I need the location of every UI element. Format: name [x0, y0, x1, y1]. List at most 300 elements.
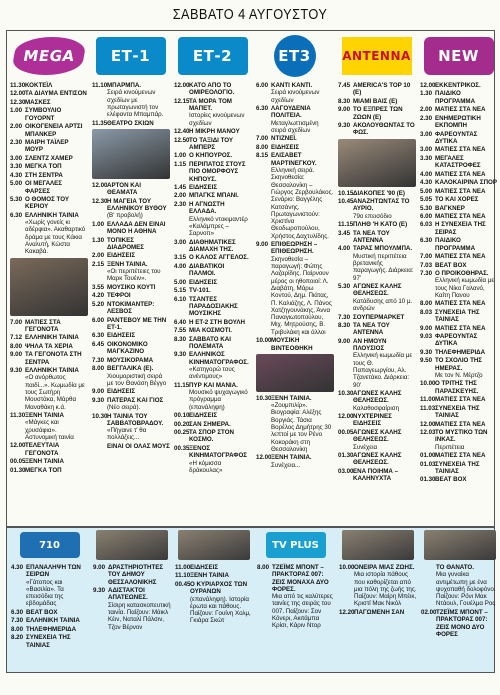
bottom-channel-logo	[255, 528, 336, 562]
program-title: ΜΑΤΙΕΣ ΣΤΑ ΝΕΑ	[435, 146, 486, 154]
program-listing	[420, 270, 498, 299]
program-listing	[10, 99, 88, 106]
channel-logo-badge: ANTENNA	[342, 37, 412, 75]
program-description: «Η κόμισσα δράκουλας»	[189, 459, 223, 474]
program-listing	[10, 467, 88, 474]
program-title: ΜΑΤΙΕΣ ΣΤΑ ΝΕΑ	[435, 170, 486, 178]
program-info	[271, 152, 334, 240]
program-time: 5.30	[10, 196, 23, 204]
program-title: ΔΙΑΒΑΤΙΚΟΙ ΠΑΛΜΟΙ.	[189, 262, 225, 278]
program-listing	[93, 564, 171, 586]
program-title: ΕΛΙΣΑΒΕΤ ΜΑΡΤΙΝΕΓΚΟΥ.	[271, 152, 317, 167]
channel-column	[172, 32, 253, 475]
program-time: 12.00	[256, 454, 272, 462]
program-description: Συνέχεια...	[271, 461, 301, 469]
program-time: 1.30	[420, 90, 433, 98]
program-title: ΟΝΕΙΡΑ ΜΙΑΣ ΖΩΗΣ.	[354, 564, 415, 571]
program-time: 10.00	[339, 564, 355, 571]
program-title: ΜΕΓΚΑ ΤΟΠ	[25, 466, 62, 474]
program-info	[435, 429, 498, 451]
program-time: 8.30	[338, 322, 351, 329]
channel-logo	[90, 32, 171, 80]
program-listing	[92, 82, 170, 118]
program-listing	[92, 357, 170, 364]
program-listing	[174, 82, 252, 97]
program-info	[26, 564, 89, 608]
program-time: 02.00	[421, 608, 437, 616]
program-listing	[420, 213, 498, 220]
program-time: 11.00	[420, 396, 436, 404]
program-title: ΝΥΧΤΕΡΙΝΕΣ ΕΙΔΗΣΕΙΣ	[353, 413, 392, 428]
program-description: (Νέο σειρά).	[107, 404, 141, 412]
program-time: 00.45	[175, 580, 191, 588]
program-title: ΦΑΡΕΟΥΝΤΑΣ ΔΥΤΙΚΑ	[435, 130, 478, 145]
program-listing	[338, 468, 416, 483]
program-title: ΞΕΝΗ ΤΑΙΝΙΑ.	[107, 260, 148, 268]
program-title: ΣΤΗ ΣΕΝΤΡΑ	[25, 171, 63, 179]
program-time: 8.15	[256, 152, 269, 160]
program-title: ΑΝ ΗΜΟΥΝ ΠΛΟΥΣΙΟΣ	[353, 337, 387, 353]
channel-logo-badge: ΕΤ3	[274, 35, 316, 77]
program-time: 3.45	[338, 229, 351, 237]
program-description: «Ο ανόρθωτος παιδί...». Κωμωδία με τους Σωτήρη Μουστάκα, Μάρθα Μαναθάκη κ.ά.	[25, 374, 85, 411]
program-time: 11.10	[92, 82, 108, 89]
program-title: ΜΠΑΡΜΠΑ.	[107, 82, 142, 89]
program-time: 5.00	[420, 187, 433, 195]
program-photo	[342, 530, 414, 560]
program-listing	[338, 314, 416, 321]
program-listing	[174, 128, 252, 135]
program-info	[271, 105, 334, 134]
program-photo	[178, 530, 250, 560]
program-title: ΠΕΡΙΠΑΤΟΣ ΣΤΟΥΣ ΠΙΟ ΟΜΟΡΦΟΥΣ ΚΗΠΟΥΣ.	[189, 160, 246, 183]
program-listing	[420, 131, 498, 146]
program-listing	[420, 188, 498, 195]
program-time: 4.30	[10, 171, 23, 179]
program-listing	[174, 254, 252, 261]
program-description: (Β' προβολή)	[107, 212, 143, 220]
program-title: ΦΑΡΕΟΥΝΤΑΣ ΔΥΤΙΚΑ	[435, 333, 478, 348]
program-title: ΣΟΥΠΕΡΜΑΡΚΕΤ	[353, 313, 405, 321]
program-listing	[10, 82, 88, 89]
page-date-heading: ΣΑΒΒΑΤΟ 4 ΑΥΓΟΥΣΤΟΥ	[172, 6, 328, 23]
program-description: «Μάγκες και χρυσάφια». Αστυνομική ταινία	[25, 419, 74, 441]
program-title: ΜΙΑ ΚΟΣΜΟΤΙ.	[189, 327, 232, 335]
program-time: 3.30	[10, 163, 23, 171]
program-title: ΤΑ ΜΟΡΑ ΤΟΜ ΜΑΠΕΤ.	[189, 97, 232, 113]
program-time: 9.30	[420, 348, 433, 356]
program-time: 10.15	[338, 189, 354, 197]
program-time: 12.03	[420, 429, 436, 437]
program-time: 3.00	[420, 130, 433, 138]
program-title: ΕΛΛΗΝΙΚΗ ΤΑΙΝΙΑ	[25, 211, 79, 219]
program-description: Ελληνική κωμωδία με τους Θ. Παπαγεωργίου, Αλ. Τζανετάκο. Διάρκεια: 90'	[353, 352, 413, 389]
program-title: ΤΑ ΝΕΑ ΤΟΥ ΑΝΤΕΝΝΑ	[353, 229, 390, 244]
program-time: 6.40	[174, 318, 187, 326]
channel-logo	[8, 32, 89, 80]
program-listing	[339, 564, 417, 608]
program-time: 12.50	[174, 136, 190, 144]
program-list	[255, 562, 336, 630]
program-time: 6.30	[92, 332, 105, 340]
program-description: «Χωρίς γονείς κι αδέρφια». Ακαθαρτικό δράμα με τους Κάκια Αναλυτή, Κώστα Κακαβά.	[25, 219, 86, 256]
program-title: ΤV-101.	[189, 287, 211, 295]
program-title: ΣΑΝ ΣΗΜΕΡΑ.	[189, 420, 231, 428]
program-title: ΑΓΩΝΕΣ ΚΑΛΗΣ ΘΕΛΗΣΕΩΣ.	[353, 451, 402, 467]
program-title: ΕΙΔΗΣΕΙΣ	[190, 564, 219, 571]
program-time: 2.00	[10, 123, 23, 131]
bottom-channel-column	[255, 528, 336, 631]
program-listing	[420, 106, 498, 113]
program-time: 4.30	[11, 564, 24, 571]
program-time: 8.00	[420, 300, 433, 308]
program-time: 10.45	[338, 198, 354, 206]
program-listing	[420, 171, 498, 178]
program-listing	[174, 137, 252, 152]
program-listing	[338, 198, 416, 220]
program-title: ΣΥΝΕΧΕΙΑ ΤΗΣ ΤΑΙΝΙΑΣ	[435, 460, 480, 475]
program-listing	[92, 365, 170, 387]
program-list	[90, 80, 171, 450]
channel-logo-badge: NEW	[424, 37, 494, 75]
program-listing	[92, 397, 170, 412]
program-time: 7.30	[92, 356, 105, 364]
program-title: ΑΝΑΖΗΤΩΝΤΑΣ ΤΟ ΑΥΡΙΟ.	[353, 198, 410, 213]
program-listing	[92, 261, 170, 283]
program-time: 5.20	[92, 300, 105, 308]
program-listing	[256, 135, 334, 142]
program-time: 7.03	[420, 261, 433, 269]
program-title: ΤΑ ΔΙΑΥΜΑ ΕΝΤΙΣΟΝ	[25, 90, 87, 98]
program-title: ΕΛΛΗΝΙΚΗ ΤΑΙΝΙΑ	[26, 617, 80, 625]
program-info	[190, 581, 253, 625]
program-title: ΤΕΛΕΥΤΑΙΑ ΓΕΓΟΝΟΤΑ	[25, 442, 60, 457]
program-listing	[256, 337, 334, 352]
program-list	[8, 80, 89, 474]
program-listing	[92, 341, 170, 356]
program-info	[435, 357, 498, 379]
program-info	[353, 429, 416, 451]
program-title: ΕΝΗΜΕΡΩΤΙΚΗ ΕΚΠΟΜΠΗ	[435, 114, 481, 130]
program-listing	[174, 161, 252, 183]
program-info	[271, 395, 334, 453]
program-listing	[420, 380, 498, 395]
program-title: ΤΗΛΕΦΗΜΕΡΙΔΑ	[435, 348, 486, 356]
program-time: 03.00	[338, 467, 354, 475]
program-title: ΑΓΩΝΕΣ ΚΑΛΗΣ ΘΕΛΗΣΕΩΣ.	[353, 283, 402, 298]
program-description: «Γάτοπος και «Βασιλία». Τα επεισόδια της εβδομάδας	[26, 578, 64, 608]
program-time: 8.00	[257, 564, 270, 571]
program-time: 6.00	[420, 213, 433, 220]
program-title: Η ΣΥΝΕΧΕΙΑ ΤΗΣ ΣΕΙΡΑΣ	[435, 221, 486, 236]
program-listing	[174, 336, 252, 351]
program-time: 12.40	[174, 128, 190, 136]
program-time: 9.30	[93, 587, 106, 595]
program-title: ΣΥΜΒΟΥΛΙΟ ΓΟΥΟΡΝΤ	[25, 107, 62, 122]
program-time: 8.20	[11, 634, 24, 642]
program-title: ΜΠΑΓΚΣ ΜΠΑΝΙ.	[189, 192, 239, 200]
program-title: ΕΠΑΝΑΛΗΨΗ ΤΩΝ ΣΕΙΡΩΝ	[26, 564, 81, 579]
program-info	[189, 445, 252, 474]
program-time: 12.00	[338, 413, 354, 421]
program-time: 6.45	[92, 340, 105, 348]
program-listing	[174, 201, 252, 237]
program-info	[271, 454, 334, 469]
program-title: ΕΙΔΗΣΕΙΣ	[107, 332, 136, 340]
program-title: ΕΙΔΗΣΕΙΣ	[271, 143, 300, 151]
program-listing	[92, 388, 170, 395]
program-info	[353, 245, 416, 281]
program-title: ΤΖΕΪΜΣ ΜΠΟΝΤ – ΠΡΑΚΤΟΡΑΣ 007: ΖΕΙΣ ΜΟΝΑΧΑ ΔΥΟ ΦΟΡΕΣ.	[272, 564, 329, 593]
program-title: ΚΑΛΟΚΑΙΡΙΝΑ ΣΠΟΡ	[435, 179, 497, 187]
program-title: ΜΑΤΙΕΣ ΣΤΑ ΝΕΑ	[435, 396, 486, 404]
program-info	[272, 564, 335, 630]
program-title: ΤΟ ΜΥΣΤΙΚΟ ΤΩΝ ΙΝΚΑΣ.	[435, 429, 488, 444]
program-time: 5.30	[420, 204, 433, 212]
program-info	[353, 390, 416, 412]
bottom-channel-logo	[91, 528, 172, 562]
program-title: ΤΟ ΣΧΟΛΙΟ ΤΗΣ ΗΜΕΡΑΣ.	[435, 357, 483, 372]
program-listing	[420, 146, 498, 153]
program-info	[107, 261, 170, 283]
program-title: ΛΑΓΟΥΔΕΝΙΑ ΠΟΛΙΤΕΙΑ.	[271, 105, 311, 120]
program-time: 10.30	[92, 412, 108, 420]
program-title: ΣΥΝΕΧΕΙΑ ΤΗΣ ΤΑΙΝΙΑΣ	[26, 634, 71, 649]
program-listing	[256, 152, 334, 240]
program-listing	[420, 452, 498, 459]
program-description: Ελληνική κωμωδία με τους Νίκο Γαλανό, Καίτη Πανου	[435, 277, 495, 299]
program-time: 8.00	[92, 365, 105, 373]
program-time: 8.00	[11, 625, 24, 633]
program-info	[189, 201, 252, 237]
program-listing	[174, 263, 252, 278]
program-time: 12.15	[174, 97, 190, 105]
program-info	[353, 283, 416, 312]
program-listing	[420, 429, 498, 451]
program-title: ΜΟΥΣΙΚΟΡΑΜΑ	[107, 356, 154, 364]
program-title: ΠΑΙΔΙΚΟ ΠΡΟΓΡΑΜΜΑ	[435, 237, 476, 252]
program-title: ΘΕΑΤΡΟ ΣΚΙΩΝ	[107, 119, 154, 127]
program-description: Μουσικό ψυχαγωγικό πρόγραμμα (επανάληψη)	[189, 389, 248, 411]
program-title: ΜΕΓΚΑ ΤΟΠ	[25, 163, 62, 171]
program-listing	[421, 609, 499, 638]
program-description: Μια από τις καλύτερες ταινίες της σειράς του 007. Παίζουν: Σον Κόνερι, Ακιτάμπα Κρίσι, Κάριν Ντορ	[272, 593, 333, 630]
program-description: Ιστορίες κινούμενων σχεδίων	[189, 112, 245, 127]
program-description: Σίσιρη κατασκοπευτική ταινία. Παίζουν: Μάικλ Κέιν, Ναταλί Πάλσιν, Τζον Βέρνον	[108, 601, 171, 631]
program-time: 6.00	[256, 82, 269, 89]
program-time: 10.30	[256, 394, 272, 402]
program-title: ΕΛΛΗΝΙΚΗ ΤΑΙΝΙΑ	[25, 334, 79, 342]
program-title: Ο ΤΡΙΤΗΣ ΤΗΣ ΠΑΡΑΣΚΕΥΗΣ.	[435, 380, 479, 395]
program-title: ΞΕΝΗ ΤΑΙΝΙΑ	[25, 458, 64, 466]
program-title: ΜΑΤΙΕΣ ΣΤΑ ΝΕΑ	[435, 106, 486, 114]
channel-logo	[254, 32, 335, 80]
program-time: 2.00	[92, 252, 105, 260]
program-time: 12.00	[92, 181, 108, 189]
program-description: Καλαθοσφαίριση	[353, 404, 400, 412]
program-listing	[92, 284, 170, 291]
program-description: «Κατηγορώ τους ανέντιμους»	[189, 366, 235, 381]
program-listing	[175, 581, 253, 625]
program-time: 11.10	[175, 572, 191, 580]
program-list	[9, 562, 90, 649]
program-title: ΤΕΦΡΟΙ	[107, 292, 131, 300]
program-info	[25, 212, 88, 256]
program-listing	[420, 196, 498, 203]
program-info	[354, 564, 417, 608]
program-title: ΔΙΑΚΟΠΕΣ '90 (Ε)	[353, 189, 405, 197]
program-listing	[420, 179, 498, 186]
program-title: ΨΗΛΑ ΤΑ ΧΕΡΙΑ	[25, 342, 73, 350]
program-listing	[92, 443, 170, 450]
program-time: 9.00	[338, 337, 351, 345]
program-listing	[338, 322, 416, 337]
program-title: ΟΙΚΟΓΕΝΕΙΑ ΑΡΤΣΙ ΜΠΑΝΚΕΡ	[25, 123, 83, 138]
program-info	[107, 397, 170, 412]
program-time: 1.00	[174, 152, 187, 160]
program-title: ΜΑΣΚΕΣ	[25, 98, 51, 106]
program-time: 00.05	[10, 458, 26, 466]
program-list	[254, 80, 335, 469]
program-list	[173, 562, 254, 625]
bottom-channel-column	[419, 528, 500, 639]
program-time: 00.10	[174, 412, 190, 420]
program-listing	[338, 390, 416, 412]
program-listing	[421, 564, 499, 608]
program-listing	[92, 317, 170, 332]
program-listing	[92, 252, 170, 259]
bottom-channel-column	[91, 528, 172, 632]
program-photo	[338, 139, 416, 187]
program-listing	[256, 105, 334, 134]
program-listing	[420, 115, 498, 130]
program-title: ΤΣΑΝΤΕΣ ΠΑΡΑΔΟΣΙΑΚΗΣ ΜΟΥΣΙΚΗΣ	[189, 295, 238, 318]
program-info	[107, 82, 170, 118]
program-title: Ο ΚΑΛΟΣ ΑΓΓΕΛΟΣ.	[189, 254, 249, 262]
program-title: ΤΑ ΣΠΟΡ ΣΤΟΝ ΚΟΣΜΟ.	[189, 429, 235, 444]
program-listing	[10, 90, 88, 97]
program-title: Ο ΘΟΜΟΣ ΤΟΥ ΚΕΡΙΟΥ	[25, 196, 69, 211]
program-time: 3.00	[174, 238, 187, 246]
program-description: (επανάληψη). Ιστορία έρωτα και πάθους. Παίζουν: Γουίνη Χολμ, Γκιάρα Σκώτ	[190, 595, 251, 625]
bottom-section	[6, 527, 495, 673]
program-time: 11.03	[420, 404, 436, 412]
program-title: Ο ΚΥΡΙΑΡΧΟΣ ΤΩΝ ΟΥΡΑΝΩΝ	[190, 580, 248, 596]
program-listing	[338, 122, 416, 137]
program-listing	[420, 300, 498, 307]
program-title: ΤΟΠΙΚΕΣ ΔΙΑΔΡΟΜΕΣ	[107, 236, 145, 251]
bottom-channel-logo	[173, 528, 254, 562]
program-listing	[174, 296, 252, 318]
program-info	[353, 198, 416, 220]
program-title: ΤΟ ΚΑΙ ΧΟΡΕΣ	[435, 196, 479, 204]
program-time: 9.30	[174, 351, 187, 359]
channel-logo	[336, 32, 417, 80]
program-title: ΑΔΙΣΤΑΚΤΟΙ ΑΠΑΤΕΩΝΕΣ.	[108, 587, 148, 602]
program-time: 5.15	[174, 287, 187, 295]
program-time: 9.03	[420, 333, 433, 341]
program-title: BEAT BOX	[26, 608, 58, 616]
program-title: ΜΑΤΙΕΣ ΣΤΑ ΝΕΑ	[435, 300, 486, 308]
program-time: 3.15	[174, 254, 187, 262]
program-time: 8.30	[338, 97, 351, 105]
program-listing	[174, 327, 252, 334]
program-listing	[420, 221, 498, 236]
program-info	[271, 241, 334, 336]
program-listing	[256, 454, 334, 469]
program-listing	[175, 564, 253, 571]
program-description: Μια γυναίκα αντιμέτωπη με ένα ψυχοπαθή δολοφόνο. Παίζουν: Ρόνι Μακ Ντάουλ, Γουέλμα Ρος	[436, 571, 496, 608]
program-listing	[420, 237, 498, 252]
program-title: ΞΕΝΟΣ ΚΙΝΗΜΑΤΟΓΡΑΦΟΣ	[189, 444, 248, 460]
program-listing	[92, 120, 170, 127]
program-time: 9.30	[10, 367, 23, 375]
program-description: Περιπέτεια	[435, 443, 465, 451]
program-listing	[420, 155, 498, 170]
program-time: 7.55	[174, 327, 187, 335]
program-title: ΜΑΤΙΕΣ ΣΤΑ ΝΕΑ	[435, 324, 486, 332]
program-time: 7.00	[10, 318, 23, 326]
program-title: ΣΑΒΒΑΤΟ ΚΑΙ ΠΟΛΕΜΑΤΑ	[189, 335, 231, 350]
program-description: Σειρά κινούμενων σχεδίων	[271, 89, 320, 104]
program-listing	[10, 343, 88, 350]
program-title: ΜΙΑΜΙ ΒΑΙΣ (Ε)	[353, 97, 398, 105]
program-listing	[338, 452, 416, 467]
program-time: 6.03	[420, 221, 433, 229]
program-time: 6.00	[92, 316, 105, 324]
program-info	[107, 198, 170, 220]
program-description: Μεταγλωττισμένη σειρά σχεδίων	[271, 119, 319, 134]
program-time: 3.00	[10, 154, 23, 162]
channel-logo-badge: MEGA	[10, 37, 87, 75]
program-time: 2.30	[174, 200, 187, 208]
channel-logo	[418, 32, 499, 80]
program-title: ΜΑΤΙΕΣ ΣΤΑ ΝΕΑ	[435, 452, 486, 460]
program-title: ΕΙΔΗΣΕΙΣ	[189, 278, 218, 286]
program-listing	[338, 245, 416, 281]
program-listing	[420, 262, 498, 269]
program-time: 7.30	[11, 617, 24, 625]
program-listing	[10, 163, 88, 170]
program-description: Χιουμοριστική σειρά με τον Θανάση Βέγγο	[107, 372, 167, 387]
program-listing	[420, 309, 498, 324]
program-listing	[420, 333, 498, 348]
program-time: 01.30	[420, 476, 436, 484]
program-time	[421, 564, 436, 608]
program-time: 11.35	[92, 119, 108, 127]
program-description: Σειρά κινούμενων σχεδίων με πρωταγωνιστή τον ελέφαντα Μπαμπάρ.	[107, 89, 164, 119]
program-time: 4.00	[420, 170, 433, 178]
program-title: ΜΑΤΙΕΣ ΣΤΑ ΝΕΑ	[435, 213, 486, 220]
program-description: Μια ιστορία πάθους που καθορίζεται από μια πόλη της ζωής της. Παίζουν: Μαίρη Μπέικ, Κριστί Μακ Νικόλ	[354, 571, 417, 608]
program-time: 4.00	[174, 262, 187, 270]
program-description: Με τον Ν. Μέρτζο	[435, 372, 483, 379]
program-listing	[420, 396, 498, 403]
program-time: 10.30	[338, 390, 354, 398]
program-photo	[424, 530, 496, 560]
program-title: ΠΑΙΔΙΚΟ ΠΡΟΓΡΑΜΜΑ	[435, 90, 476, 105]
program-listing	[10, 107, 88, 122]
program-listing	[10, 458, 88, 465]
bottom-channel-logo	[9, 528, 90, 562]
program-listing	[174, 351, 252, 380]
program-title: ΞΕΝΗ ΤΑΙΝΙΑ.	[271, 454, 312, 462]
program-time	[92, 443, 107, 450]
program-time: 12.30	[92, 197, 108, 205]
program-listing	[420, 421, 498, 428]
program-title: ΤΟ ΕΞΠΡΕΣ ΤΩΝ ΖΩΩΝ (Ε)	[353, 106, 403, 121]
program-description: «Πήγαινε τ' θα πολλάζεις...	[107, 427, 147, 442]
